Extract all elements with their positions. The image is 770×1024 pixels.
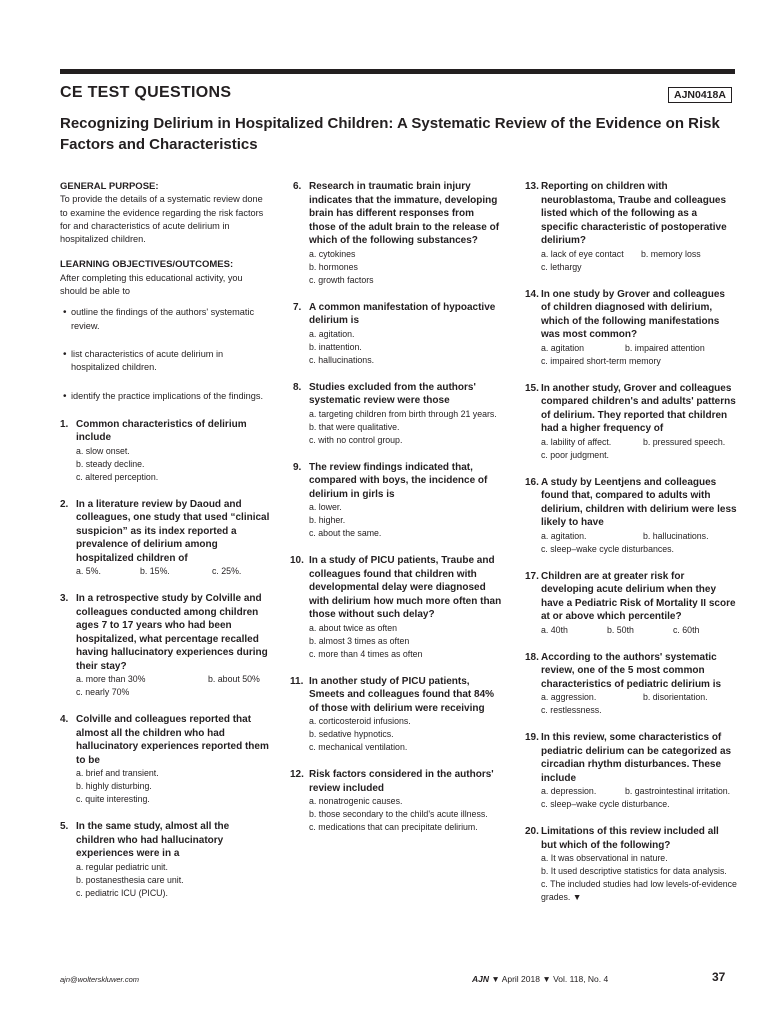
question-text: Research in traumatic brain injury indicates that the immature, developing brain has different responses from those of the adult brain to the release of which of the following substances? — [309, 181, 500, 246]
answer-option[interactable]: c. more than 4 times as often — [309, 648, 423, 659]
answer-option[interactable]: a. agitation. — [541, 530, 587, 541]
answer-option[interactable]: a. nonatrogenic causes. — [309, 796, 403, 806]
question-8 — [293, 381, 503, 447]
question-14 — [525, 288, 737, 368]
footer-email[interactable]: ajn@wolterskluwer.com — [60, 975, 140, 984]
answer-option[interactable]: a. depression. — [541, 786, 597, 796]
answer-option[interactable]: a. more than 30% — [76, 674, 146, 685]
answer-option[interactable]: a. corticosteroid infusions. — [309, 716, 411, 726]
answer-option[interactable]: c. restlessness. — [541, 705, 602, 715]
objectives-text: After completing this educational activity, you should be able to — [60, 272, 243, 297]
question-text: According to the authors' systematic review, one of the 5 most common characteristics of pediatric delirium is — [541, 651, 722, 690]
question-text: Colville and colleagues reported that almost all the children who had hallucinatory experiences reported them to be — [76, 714, 269, 766]
question-2 — [60, 498, 270, 579]
course-code-badge: AJN0418A — [668, 87, 732, 103]
question-text: Limitations of this review included all but which of the following? — [541, 826, 719, 851]
answer-option[interactable]: b. It used descriptive statistics for data analysis. — [541, 866, 727, 876]
question-16 — [525, 476, 737, 556]
question-number: 3. — [60, 593, 69, 605]
top-rule — [60, 69, 735, 74]
answer-option[interactable]: b. inattention. — [309, 341, 362, 352]
question-17 — [525, 570, 737, 637]
question-text: In a study of PICU patients, Traube and colleagues found that children with developmental delay were diagnosed with delirium how much more often than those without such delay? — [309, 555, 502, 620]
answer-option[interactable]: c. sleep–wake cycle disturbances. — [541, 543, 674, 554]
objective-item: • outline the findings of the authors' systematic review. — [60, 306, 270, 333]
answer-option[interactable]: b. about 50% — [208, 674, 260, 685]
question-text: Risk factors considered in the authors' review included — [309, 769, 494, 794]
answer-option[interactable]: b. almost 3 times as often — [309, 635, 410, 646]
question-text: Studies excluded from the authors' systematic review were those — [309, 381, 476, 406]
footer-journal-info — [472, 974, 608, 984]
question-text: In another study, Grover and colleagues compared children's and adults' patterns of delirium. They reported that children had a higher frequency of — [541, 382, 736, 434]
answer-option[interactable]: a. agitation — [541, 342, 585, 353]
question-number: 6. — [293, 181, 302, 192]
answer-option[interactable]: c. lethargy — [541, 261, 582, 272]
question-11 — [290, 675, 503, 755]
answer-option[interactable]: a. lower. — [309, 502, 342, 512]
question-3 — [60, 592, 270, 699]
issue-info: ▼ April 2018 ▼ Vol. 118, No. 4 — [491, 974, 609, 984]
question-4 — [60, 713, 270, 806]
answer-option[interactable]: b. those secondary to the child's acute illness. — [309, 809, 488, 819]
answer-option[interactable]: b. pressured speech. — [643, 436, 726, 447]
objective-item: • list characteristics of acute delirium in hospitalized children. — [60, 348, 270, 375]
answer-option[interactable]: c. poor judgment. — [541, 449, 609, 460]
question-5 — [60, 820, 270, 900]
question-20 — [525, 825, 737, 904]
answer-option[interactable]: b. postanesthesia care unit. — [76, 874, 184, 885]
objectives-heading: LEARNING OBJECTIVES/OUTCOMES: — [60, 259, 234, 271]
question-7 — [293, 301, 503, 367]
answer-option[interactable]: b. highly disturbing. — [76, 781, 152, 792]
answer-option[interactable]: a. cytokines — [309, 248, 356, 259]
journal-name: AJN — [472, 974, 490, 984]
answer-option[interactable]: b. steady decline. — [76, 458, 145, 469]
question-10 — [290, 554, 503, 661]
answer-option[interactable]: b. impaired attention — [625, 342, 705, 353]
question-text: A common manifestation of hypoactive delirium is — [309, 301, 496, 326]
section-heading: CE TEST QUESTIONS — [60, 84, 232, 101]
answer-option[interactable]: a. brief and transient. — [76, 768, 159, 779]
answer-option[interactable]: b. hallucinations. — [643, 530, 709, 541]
question-1 — [60, 418, 270, 484]
question-number: 9. — [293, 461, 302, 473]
answer-option[interactable]: b. that were qualitative. — [309, 421, 400, 432]
answer-option[interactable]: c. 60th — [673, 624, 700, 635]
column-3 — [525, 180, 737, 918]
question-text: Children are at greater risk for developing acute delirium when they have a Pediatric Risk of Mortality II score at or above which percentile? — [541, 570, 736, 622]
question-18 — [525, 651, 737, 718]
answer-option[interactable]: b. hormones — [309, 261, 358, 272]
question-text: Reporting on children with neuroblastoma, Traube and colleagues listed which of the following as a specific characteristic of postoperative delirium? — [541, 181, 727, 246]
question-text: Common characteristics of delirium include — [76, 418, 247, 444]
question-text: In the same study, almost all the children who had hallucinatory experiences were in a — [76, 821, 230, 860]
answer-option[interactable]: c. with no control group. — [309, 434, 403, 445]
question-text: In this review, some characteristics of pediatric delirium can be categorized as circadian rhythm disturbances. These include — [541, 732, 732, 784]
question-19 — [525, 731, 737, 811]
answer-option[interactable]: c. nearly 70% — [76, 687, 130, 698]
question-9 — [293, 461, 503, 541]
question-number: 8. — [293, 381, 302, 393]
question-text: In another study of PICU patients, Smeets and colleagues found that 84% of those with delirium were receiving — [309, 675, 495, 714]
column-2 — [290, 180, 503, 848]
answer-option[interactable]: a. slow onset. — [76, 445, 130, 456]
question-15 — [525, 382, 737, 462]
answer-option[interactable]: b. 15%. — [140, 566, 170, 577]
question-number: 15. — [525, 382, 539, 394]
question-13 — [525, 180, 737, 274]
question-number: 5. — [60, 821, 69, 833]
answer-option[interactable]: a. It was observational in nature. — [541, 853, 668, 863]
answer-option[interactable]: c. impaired short-term memory — [541, 355, 661, 366]
purpose-heading: GENERAL PURPOSE: — [60, 181, 159, 192]
answer-option[interactable]: a. about twice as often — [309, 622, 398, 633]
question-number: 16. — [525, 476, 539, 488]
question-text: In a literature review by Daoud and colleagues, one study that used “clinical suspicion” as its index reported a prevalence of delirium among hospitalized children of — [76, 498, 270, 564]
article-title: Recognizing Delirium in Hospitalized Children: A Systematic Review of the Evidence on Risk Factors and Characteristics — [60, 115, 720, 153]
question-text: In a retrospective study by Colville and colleagues conducted among children ages 7 to 17 years who had been hospitalized, what percentage recalled having hallucinatory experiences during their stay? — [76, 593, 268, 672]
objectives-list — [60, 306, 270, 402]
question-number: 20. — [525, 826, 539, 837]
question-number: 13. — [525, 181, 539, 192]
answer-option[interactable]: c. medications that can precipitate delirium. — [309, 822, 478, 832]
question-number: 1. — [60, 418, 69, 430]
answer-option[interactable]: a. regular pediatric unit. — [76, 861, 168, 872]
answer-option[interactable]: b. 50th — [607, 624, 634, 635]
answer-option[interactable]: c. altered perception. — [76, 471, 159, 482]
answer-option[interactable]: a. targeting children from birth through 21 years. — [309, 408, 497, 419]
question-number: 4. — [60, 714, 69, 726]
question-text: The review findings indicated that, compared with boys, the incidence of delirium in girls is — [309, 461, 488, 500]
answer-option[interactable]: c. The included studies had low levels-of-evidence grades. ▼ — [541, 879, 737, 902]
answer-option[interactable]: b. gastrointestinal irritation. — [625, 786, 731, 796]
answer-option[interactable]: a. 40th — [541, 624, 568, 635]
question-6 — [293, 180, 503, 287]
answer-option[interactable]: c. 25%. — [212, 566, 242, 577]
question-number: 10. — [290, 555, 304, 566]
purpose-text: To provide the details of a systematic review done to examine the evidence regarding the risk factors for and characteristics of acute delirium in hospitalized children. — [60, 194, 264, 245]
question-text: In one study by Grover and colleagues of children diagnosed with delirium, which of the following manifestations was most common? — [541, 288, 725, 340]
question-number: 18. — [525, 651, 539, 663]
question-text: A study by Leentjens and colleagues found that, compared to adults with delirium, children with delirium were less likely to have — [541, 476, 737, 528]
answer-option[interactable]: b. disorientation. — [643, 692, 708, 702]
answer-option[interactable]: a. agitation. — [309, 328, 355, 339]
answer-option[interactable]: c. pediatric ICU (PICU). — [76, 887, 168, 898]
column-1 — [60, 180, 270, 914]
question-12 — [290, 768, 503, 834]
question-number: 12. — [290, 769, 304, 780]
question-number: 2. — [60, 498, 69, 510]
answer-option[interactable]: b. sedative hypnotics. — [309, 729, 394, 739]
question-number: 17. — [525, 570, 539, 582]
answer-option[interactable]: a. lack of eye contact — [541, 248, 624, 259]
answer-option[interactable]: a. aggression. — [541, 692, 597, 702]
answer-option[interactable]: a. 5%. — [76, 566, 101, 577]
answer-option[interactable]: c. sleep–wake cycle disturbance. — [541, 799, 670, 809]
question-number: 11. — [290, 675, 304, 687]
answer-option[interactable]: c. hallucinations. — [309, 354, 375, 365]
answer-option[interactable]: b. higher. — [309, 515, 346, 525]
objective-item: • identify the practice implications of the findings. — [60, 390, 270, 403]
question-number: 7. — [293, 301, 302, 313]
answer-option[interactable]: c. quite interesting. — [76, 794, 150, 805]
answer-option[interactable]: a. lability of affect. — [541, 436, 612, 447]
question-number: 19. — [525, 732, 539, 743]
answer-option[interactable]: b. memory loss — [641, 248, 701, 259]
answer-option[interactable]: c. growth factors — [309, 274, 374, 285]
page-number: 37 — [712, 970, 726, 984]
answer-option[interactable]: c. mechanical ventilation. — [309, 742, 408, 752]
answer-option[interactable]: c. about the same. — [309, 528, 382, 538]
question-number: 14. — [525, 288, 539, 300]
